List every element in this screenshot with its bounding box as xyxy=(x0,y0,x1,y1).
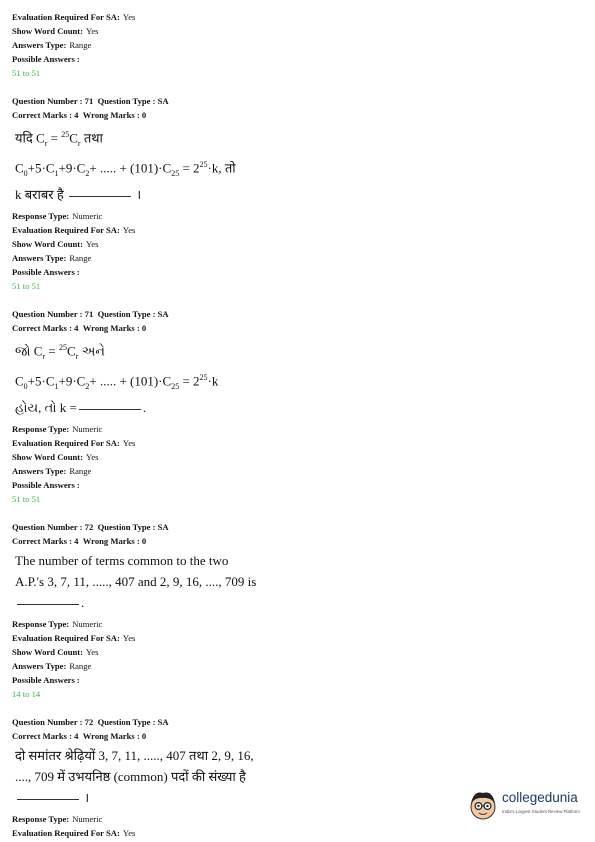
eval-row: Evaluation Required For SA: Yes xyxy=(12,827,136,838)
possible-answer-value: 51 to 51 xyxy=(12,493,41,504)
marks-row: Correct Marks : 4 Wrong Marks : 0 xyxy=(12,110,147,120)
collegedunia-logo xyxy=(466,788,586,824)
response-type-row: Response Type: Numeric xyxy=(12,423,103,434)
marks-row: Correct Marks : 4 Wrong Marks : 0 xyxy=(12,535,147,546)
answers-type-row: Answers Type: Range xyxy=(12,660,92,671)
possible-answer-value: 14 to 14 xyxy=(12,688,41,699)
word-count-row: Show Word Count: Yes xyxy=(12,26,99,36)
answer-blank xyxy=(69,195,131,197)
question-header: Question Number : 72 Question Type : SA xyxy=(12,716,169,727)
page xyxy=(12,10,582,840)
possible-answers-row: Possible Answers : xyxy=(12,266,80,277)
question-header: Question Number : 71 Question Type : SA xyxy=(12,96,169,106)
eval-row: Evaluation Required For SA: Yes xyxy=(12,632,136,643)
response-type-row: Response Type: Numeric xyxy=(12,210,103,221)
possible-answers-row: Possible Answers : xyxy=(12,54,80,64)
logo-tagline: India's Largest Student Review Platform xyxy=(502,809,580,814)
possible-answer-value: 51 to 51 xyxy=(12,68,41,78)
word-count-row: Show Word Count: Yes xyxy=(12,238,99,249)
response-type-row: Response Type: Numeric xyxy=(12,813,103,824)
eval-row: Evaluation Required For SA: Yes xyxy=(12,12,136,22)
logo-wordmark: collegedunia xyxy=(502,790,578,805)
answer-blank xyxy=(17,603,79,605)
possible-answer-value: 51 to 51 xyxy=(12,280,41,291)
question-text: यदि $C_r = ^{25}C_r$ तथा $C_0+5\cdot C_1+9\cdot C_2+$ ..... + $(101)\cdot C_{25} = 2^{25}\cdot k$, तो k बराबर है । xyxy=(15,130,236,202)
answers-type-row: Answers Type: Range xyxy=(12,40,92,50)
eval-row: Evaluation Required For SA: Yes xyxy=(12,224,136,235)
response-type-row: Response Type: Numeric xyxy=(12,618,103,629)
eval-row: Evaluation Required For SA: Yes xyxy=(12,437,136,448)
mascot-icon xyxy=(466,788,500,822)
question-text: दो समांतर श्रेढ़ियों 3, 7, 11, ....., 407 तथा 2, 9, 16, ...., 709 में उभयनिष्ठ (common) पदों की संख्या है । xyxy=(15,747,254,805)
question-header: Question Number : 72 Question Type : SA xyxy=(12,521,169,532)
answers-type-row: Answers Type: Range xyxy=(12,465,92,476)
marks-row: Correct Marks : 4 Wrong Marks : 0 xyxy=(12,322,147,333)
possible-answers-row: Possible Answers : xyxy=(12,674,80,685)
marks-row: Correct Marks : 4 Wrong Marks : 0 xyxy=(12,730,147,741)
question-header: Question Number : 71 Question Type : SA xyxy=(12,308,169,319)
answer-blank xyxy=(17,798,79,800)
answer-blank xyxy=(79,408,141,410)
question-text: The number of terms common to the two A.P.'s 3, 7, 11, ....., 407 and 2, 9, 16, ...., 709 is . xyxy=(15,552,257,610)
possible-answers-row: Possible Answers : xyxy=(12,479,80,490)
word-count-row: Show Word Count: Yes xyxy=(12,451,99,462)
question-text: જો $C_r = ^{25}C_r$ અને $C_0+5\cdot C_1+9\cdot C_2+$ ..... + $(101)\cdot C_{25} = 2^{25}\cdot k$ હોય, તો k = . xyxy=(15,342,219,415)
answers-type-row: Answers Type: Range xyxy=(12,252,92,263)
word-count-row: Show Word Count: Yes xyxy=(12,646,99,657)
